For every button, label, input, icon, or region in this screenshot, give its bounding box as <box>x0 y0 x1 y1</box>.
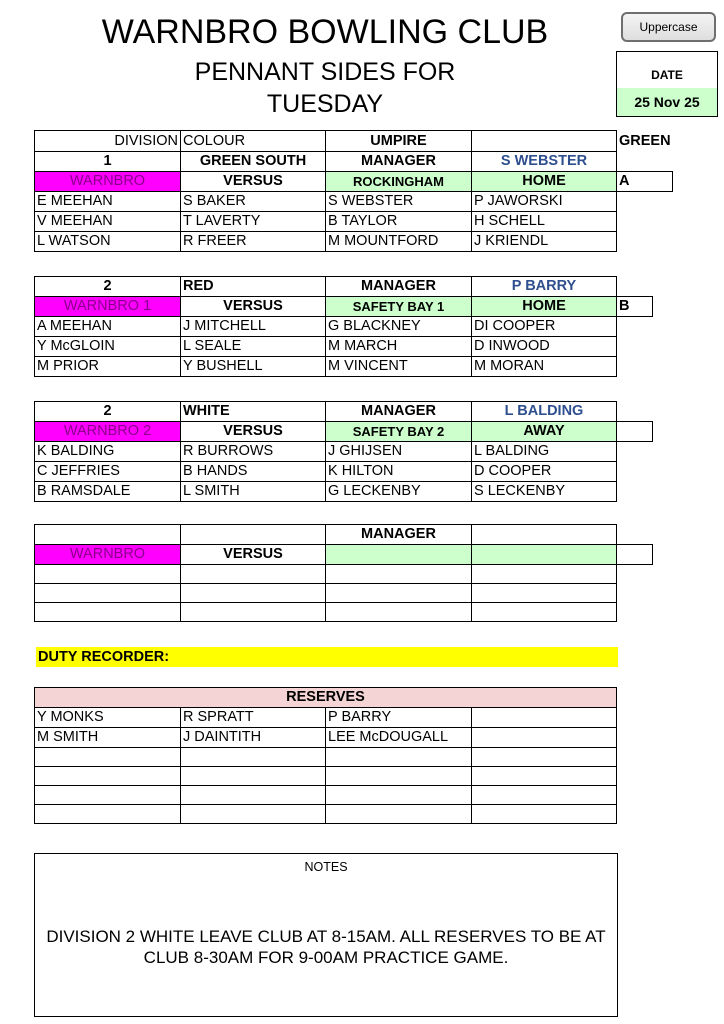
player-cell[interactable] <box>472 584 617 603</box>
venue[interactable]: HOME <box>472 172 617 192</box>
player-cell[interactable]: T LAVERTY <box>181 212 326 232</box>
uppercase-button[interactable]: Uppercase <box>621 12 716 42</box>
reserve-cell[interactable]: R SPRATT <box>181 708 326 728</box>
colour-value: RED <box>181 277 326 297</box>
reserve-cell[interactable] <box>35 748 181 767</box>
player-cell[interactable]: R BURROWS <box>181 442 326 462</box>
colour-value: GREEN SOUTH <box>181 152 326 172</box>
reserve-cell[interactable] <box>326 767 472 786</box>
reserve-cell[interactable] <box>181 748 326 767</box>
green-header: GREEN <box>619 132 671 149</box>
reserve-cell[interactable] <box>35 786 181 805</box>
reserve-cell[interactable]: M SMITH <box>35 728 181 748</box>
player-cell[interactable]: L WATSON <box>35 232 181 252</box>
reserve-cell[interactable] <box>472 786 617 805</box>
division-number: 1 <box>35 152 181 172</box>
opponent-team[interactable]: SAFETY BAY 1 <box>326 297 472 317</box>
home-team: WARNBRO 1 <box>35 297 181 317</box>
reserve-cell[interactable] <box>472 708 617 728</box>
player-cell[interactable] <box>35 565 181 584</box>
opponent-team[interactable]: SAFETY BAY 2 <box>326 422 472 442</box>
green-value[interactable]: A <box>617 172 673 192</box>
reserve-cell[interactable] <box>326 805 472 824</box>
manager-name[interactable]: S WEBSTER <box>472 152 617 172</box>
manager-label: MANAGER <box>326 525 472 545</box>
player-cell[interactable]: M VINCENT <box>326 357 472 377</box>
green-value[interactable] <box>617 545 653 565</box>
player-cell[interactable]: D COOPER <box>472 462 617 482</box>
player-cell[interactable]: S WEBSTER <box>326 192 472 212</box>
player-cell[interactable]: C JEFFRIES <box>35 462 181 482</box>
venue[interactable]: AWAY <box>472 422 617 442</box>
player-cell[interactable]: H SCHELL <box>472 212 617 232</box>
reserve-cell[interactable]: J DAINTITH <box>181 728 326 748</box>
player-cell[interactable]: DI COOPER <box>472 317 617 337</box>
reserve-cell[interactable] <box>472 748 617 767</box>
player-cell[interactable]: G BLACKNEY <box>326 317 472 337</box>
subtitle-line2: TUESDAY <box>266 90 384 118</box>
manager-name[interactable]: L BALDING <box>472 402 617 422</box>
opponent-team[interactable] <box>326 545 472 565</box>
player-cell[interactable]: S BAKER <box>181 192 326 212</box>
player-cell[interactable]: K HILTON <box>326 462 472 482</box>
venue[interactable]: HOME <box>472 297 617 317</box>
player-cell[interactable] <box>181 603 326 622</box>
versus-label: VERSUS <box>181 172 326 192</box>
date-label: DATE <box>651 68 683 82</box>
notes-box[interactable] <box>34 853 618 1017</box>
reserve-cell[interactable] <box>326 786 472 805</box>
division-header: DIVISION <box>35 131 181 152</box>
player-cell[interactable]: M MARCH <box>326 337 472 357</box>
player-cell[interactable]: R FREER <box>181 232 326 252</box>
opponent-team[interactable]: ROCKINGHAM <box>326 172 472 192</box>
player-cell[interactable]: V MEEHAN <box>35 212 181 232</box>
club-title: WARNBRO BOWLING CLUB <box>101 13 549 51</box>
player-cell[interactable]: B HANDS <box>181 462 326 482</box>
date-value[interactable]: 25 Nov 25 <box>617 88 717 116</box>
reserve-cell[interactable]: Y MONKS <box>35 708 181 728</box>
umpire-header: UMPIRE <box>326 131 472 152</box>
subtitle-line1: PENNANT SIDES FOR <box>194 58 456 86</box>
umpire-value[interactable] <box>472 131 617 152</box>
green-value[interactable]: B <box>617 297 653 317</box>
player-cell[interactable]: L SEALE <box>181 337 326 357</box>
player-cell[interactable]: B RAMSDALE <box>35 482 181 502</box>
manager-name[interactable] <box>472 525 617 545</box>
player-cell[interactable] <box>181 584 326 603</box>
division-2-white-table <box>34 401 653 502</box>
versus-label: VERSUS <box>181 545 326 565</box>
player-cell[interactable] <box>472 565 617 584</box>
player-cell[interactable]: Y McGLOIN <box>35 337 181 357</box>
player-cell[interactable]: G LECKENBY <box>326 482 472 502</box>
colour-value: WHITE <box>181 402 326 422</box>
player-cell[interactable]: J MITCHELL <box>181 317 326 337</box>
player-cell[interactable]: J GHIJSEN <box>326 442 472 462</box>
versus-label: VERSUS <box>181 422 326 442</box>
player-cell[interactable]: B TAYLOR <box>326 212 472 232</box>
reserve-cell[interactable] <box>472 728 617 748</box>
green-value[interactable] <box>617 422 653 442</box>
player-cell[interactable]: M PRIOR <box>35 357 181 377</box>
home-team: WARNBRO <box>35 172 181 192</box>
division-number: 2 <box>35 402 181 422</box>
player-cell[interactable]: Y BUSHELL <box>181 357 326 377</box>
reserve-cell[interactable] <box>472 805 617 824</box>
reserve-cell[interactable]: P BARRY <box>326 708 472 728</box>
player-cell[interactable]: M MOUNTFORD <box>326 232 472 252</box>
player-cell[interactable] <box>181 565 326 584</box>
player-cell[interactable] <box>35 584 181 603</box>
manager-label: MANAGER <box>326 152 472 172</box>
reserves-header: RESERVES <box>35 688 617 708</box>
player-cell[interactable]: L BALDING <box>472 442 617 462</box>
player-cell[interactable]: K BALDING <box>35 442 181 462</box>
division-number[interactable] <box>35 525 181 545</box>
versus-label: VERSUS <box>181 297 326 317</box>
player-cell[interactable]: D INWOOD <box>472 337 617 357</box>
division-2-red-table <box>34 276 653 377</box>
reserve-cell[interactable] <box>35 805 181 824</box>
reserves-table <box>34 687 617 824</box>
player-cell[interactable]: E MEEHAN <box>35 192 181 212</box>
manager-label: MANAGER <box>326 402 472 422</box>
venue[interactable] <box>472 545 617 565</box>
division-1-table <box>34 130 673 252</box>
division-blank-table <box>34 524 653 622</box>
reserve-cell[interactable] <box>326 748 472 767</box>
player-cell[interactable]: S LECKENBY <box>472 482 617 502</box>
reserve-cell[interactable] <box>35 767 181 786</box>
reserve-cell[interactable] <box>472 767 617 786</box>
player-cell[interactable] <box>326 603 472 622</box>
notes-label: NOTES <box>304 860 348 874</box>
player-cell[interactable]: P JAWORSKI <box>472 192 617 212</box>
manager-name[interactable]: P BARRY <box>472 277 617 297</box>
reserve-cell[interactable] <box>181 805 326 824</box>
date-box <box>616 51 718 117</box>
reserve-cell[interactable] <box>181 767 326 786</box>
player-cell[interactable]: M MORAN <box>472 357 617 377</box>
notes-body[interactable]: DIVISION 2 WHITE LEAVE CLUB AT 8-15AM. ALL RESERVES TO BE AT CLUB 8-30AM FOR 9-00AM PRACTICE GAME. <box>46 927 606 967</box>
colour-value[interactable] <box>181 525 326 545</box>
player-cell[interactable] <box>472 603 617 622</box>
reserve-cell[interactable]: LEE McDOUGALL <box>326 728 472 748</box>
player-cell[interactable]: A MEEHAN <box>35 317 181 337</box>
duty-recorder-bar[interactable]: DUTY RECORDER: <box>36 647 618 667</box>
colour-header: COLOUR <box>181 131 326 152</box>
player-cell[interactable] <box>326 584 472 603</box>
player-cell[interactable] <box>35 603 181 622</box>
player-cell[interactable]: J KRIENDL <box>472 232 617 252</box>
division-number: 2 <box>35 277 181 297</box>
player-cell[interactable]: L SMITH <box>181 482 326 502</box>
player-cell[interactable] <box>326 565 472 584</box>
home-team: WARNBRO 2 <box>35 422 181 442</box>
home-team: WARNBRO <box>35 545 181 565</box>
manager-label: MANAGER <box>326 277 472 297</box>
reserve-cell[interactable] <box>181 786 326 805</box>
